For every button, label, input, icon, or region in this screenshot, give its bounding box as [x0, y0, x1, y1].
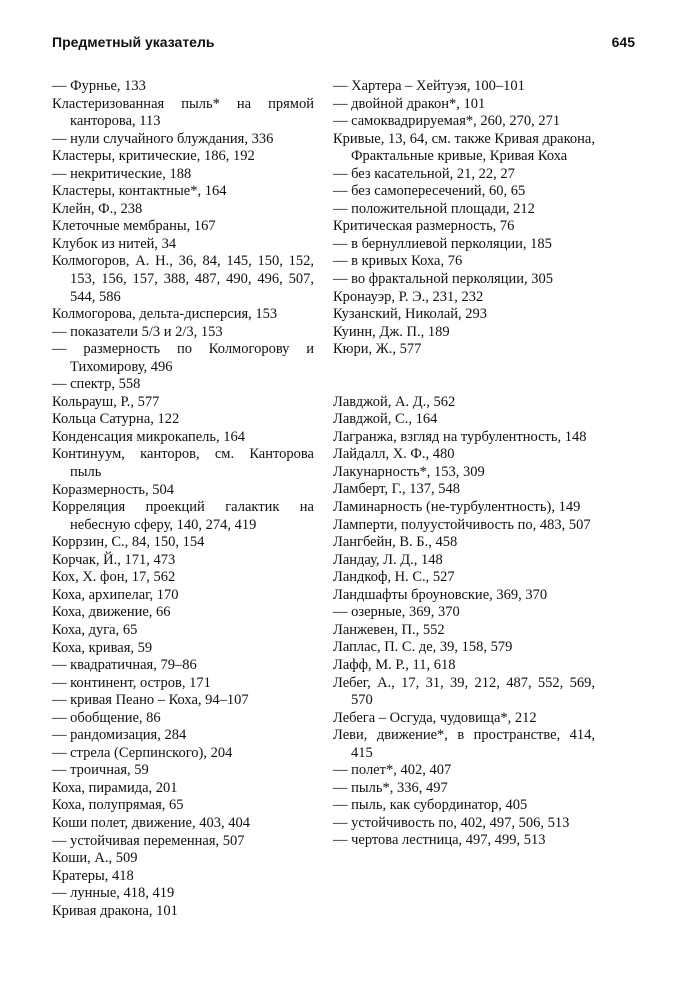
- index-entry: Коха, движение, 66: [52, 604, 171, 621]
- index-entry: — во фрактальной перколяции, 305: [333, 271, 553, 288]
- index-entry: Коррзин, С., 84, 150, 154: [52, 534, 205, 551]
- index-entry: — полет*, 402, 407: [333, 762, 452, 779]
- index-entry: Лакунарность*, 153, 309: [333, 463, 485, 480]
- index-entry: Ландшафты броуновские, 369, 370: [333, 586, 548, 603]
- index-entry: — рандомизация, 284: [52, 727, 187, 744]
- index-entry: — кривая Пеано – Коха, 94–107: [52, 692, 249, 709]
- index-entry: Коши, А., 509: [52, 850, 138, 867]
- index-entry: Корреляция проекций галактик на небесную сферу, 140, 274, 419: [52, 499, 314, 533]
- index-entry: Лавджой, С., 164: [333, 411, 438, 428]
- index-entry: Корчак, Й., 171, 473: [52, 551, 176, 568]
- index-entry: — в кривых Коха, 76: [333, 253, 463, 270]
- index-entry: — двойной дракон*, 101: [333, 95, 486, 112]
- index-entry: — размерность по Колмогорову и Тихомирову, 496: [52, 341, 314, 375]
- index-entry: Лангбейн, В. Б., 458: [333, 534, 458, 551]
- index-entry: Колмогоров, А. Н., 36, 84, 145, 150, 152, 153, 156, 157, 388, 487, 490, 496, 507, 544, 586: [52, 253, 314, 305]
- index-entry: — без касательной, 21, 22, 27: [333, 165, 515, 182]
- index-entry: Кох, Х. фон, 17, 562: [52, 569, 176, 586]
- index-entry: Лавджой, А. Д., 562: [333, 393, 456, 410]
- index-entry: — нули случайного блуждания, 336: [52, 130, 274, 147]
- index-entry: Коха, дуга, 65: [52, 621, 138, 638]
- index-entry: — без самопересечений, 60, 65: [333, 183, 526, 200]
- index-entry: — стрела (Серпинского), 204: [52, 744, 233, 761]
- index-entry: Лагранжа, взгляд на турбулентность, 148: [333, 428, 587, 445]
- index-entry: — троичная, 59: [52, 762, 149, 779]
- index-entry: Коха, архипелаг, 170: [52, 586, 179, 603]
- index-entry: Коразмерность, 504: [52, 481, 175, 498]
- index-entry: Кривые, 13, 64, см. также Кривая дракона, Фрактальные кривые, Кривая Коха: [333, 130, 595, 165]
- index-entry: Кузанский, Николай, 293: [333, 306, 488, 323]
- group-separator: [333, 359, 595, 394]
- index-entry: Кольца Сатурна, 122: [52, 411, 180, 428]
- index-entry: — устойчивость по, 402, 497, 506, 513: [333, 814, 570, 831]
- index-entry: — чертова лестница, 497, 499, 513: [333, 832, 546, 849]
- running-header: [52, 34, 635, 56]
- index-group-l: [333, 394, 595, 850]
- index-entry: Ламинарность (не-турбулентность), 149: [333, 499, 581, 516]
- index-entry: — некритические, 188: [52, 165, 192, 182]
- index-entry: Кривая дракона, 101: [52, 902, 178, 919]
- index-entry: — квадратичная, 79–86: [52, 657, 197, 674]
- index-entry: Коха, кривая, 59: [52, 639, 153, 656]
- index-entry: Лафф, М. Р., 11, 618: [333, 656, 456, 673]
- index-column-right: [333, 78, 595, 850]
- index-entry: Лебега – Осгуда, чудовища*, 212: [333, 709, 537, 726]
- index-entry: Кластеризованная пыль* на прямой канторова, 113: [52, 95, 314, 130]
- index-entry: Клубок из нитей, 34: [52, 235, 177, 252]
- index-entry: — самоквадрируемая*, 260, 270, 271: [333, 113, 561, 130]
- index-entry: Ландкоф, Н. С., 527: [333, 569, 455, 586]
- index-entry: — континент, остров, 171: [52, 674, 211, 691]
- index-entry: — Хартера – Хейтуэя, 100–101: [333, 78, 525, 94]
- page-number: 645: [611, 34, 635, 50]
- index-entry: Кластеры, контактные*, 164: [52, 183, 227, 200]
- index-entry: Кратеры, 418: [52, 867, 134, 884]
- index-entry: Коши полет, движение, 403, 404: [52, 814, 250, 831]
- index-entry: — положительной площади, 212: [333, 200, 535, 217]
- index-entry: Кластеры, критические, 186, 192: [52, 148, 255, 165]
- index-entry: Ланжевен, П., 552: [333, 621, 445, 638]
- index-entry: Континуум, канторов, см. Канторова пыль: [52, 446, 314, 481]
- index-entry: Ламберт, Г., 137, 548: [333, 481, 460, 498]
- index-entry: — лунные, 418, 419: [52, 885, 175, 902]
- index-entry: Конденсация микрокапель, 164: [52, 428, 245, 445]
- index-entry: — устойчивая переменная, 507: [52, 832, 245, 849]
- index-entry: Кронауэр, Р. Э., 231, 232: [333, 288, 484, 305]
- index-entry: Клейн, Ф., 238: [52, 200, 143, 217]
- index-entry: — в бернуллиевой перколяции, 185: [333, 235, 552, 252]
- index-entry: Колмогорова, дельта-дисперсия, 153: [52, 306, 278, 323]
- index-entry: — обобщение, 86: [52, 709, 161, 726]
- index-entry: Леви, движение*, в пространстве, 414, 415: [333, 727, 595, 761]
- index-entry: Критическая размерность, 76: [333, 218, 515, 235]
- index-entry: — показатели 5/3 и 2/3, 153: [52, 323, 223, 340]
- index-entry: Кюри, Ж., 577: [333, 341, 422, 358]
- index-entry: — пыль, как субординатор, 405: [333, 797, 528, 814]
- index-entry: Клеточные мембраны, 167: [52, 218, 216, 235]
- index-entry: Ландау, Л. Д., 148: [333, 551, 443, 568]
- index-entry: — пыль*, 336, 497: [333, 779, 448, 796]
- index-entry: Ламперти, полуустойчивость по, 483, 507: [333, 516, 591, 533]
- index-entry: — озерные, 369, 370: [333, 604, 460, 621]
- index-entry: — спектр, 558: [52, 376, 141, 393]
- index-entry: Лаплас, П. С. де, 39, 158, 579: [333, 639, 513, 656]
- index-entry: Коха, пирамида, 201: [52, 779, 178, 796]
- section-title: Предметный указатель: [52, 34, 215, 50]
- index-entry: — Фурнье, 133: [52, 78, 146, 94]
- index-entry: Кольрауш, Р., 577: [52, 393, 160, 410]
- index-column-left: [52, 78, 314, 920]
- index-entry: Коха, полупрямая, 65: [52, 797, 184, 814]
- index-group-k: [333, 78, 595, 359]
- index-entry: Лебег, А., 17, 31, 39, 212, 487, 552, 569, 570: [333, 674, 595, 709]
- index-entry: Лайдалл, Х. Ф., 480: [333, 446, 455, 463]
- index-entry: Куинн, Дж. П., 189: [333, 323, 450, 340]
